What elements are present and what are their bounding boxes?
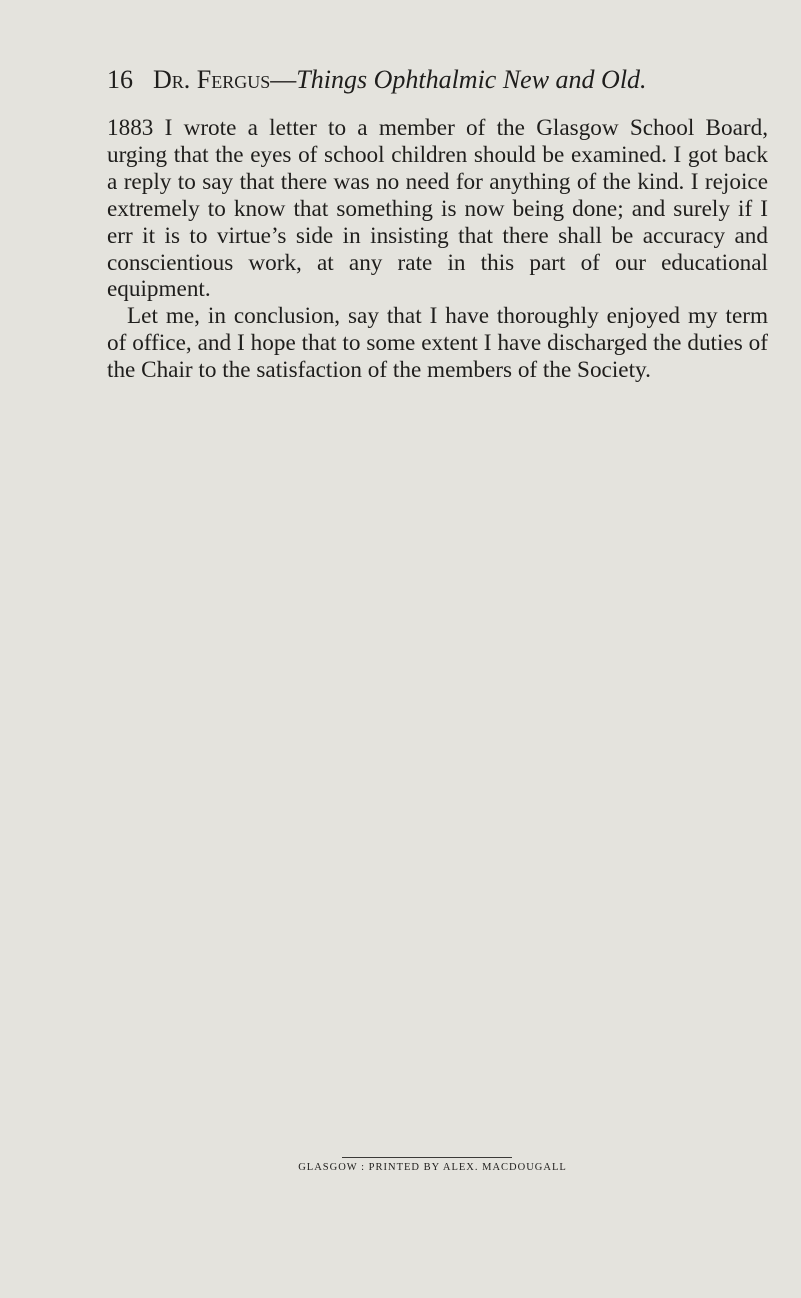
- header-separator: —: [270, 65, 297, 94]
- paragraph-conclusion: Let me, in conclusion, say that I have thoroughly enjoyed my term of office, and I hope that to some extent I have discharged the duties of the Chair to the satisfaction of the members of the Society.: [107, 303, 768, 384]
- printer-imprint: GLASGOW : PRINTED BY ALEX. MACDOUGALL: [298, 1162, 567, 1173]
- header-title: Things Ophthalmic New and Old.: [296, 65, 647, 94]
- running-header: [107, 64, 767, 96]
- body-text: [107, 115, 768, 384]
- page-number: 16: [107, 65, 133, 94]
- header-author: Dr. Fergus: [153, 65, 271, 94]
- footer-rule: [342, 1157, 512, 1158]
- paragraph-continued: 1883 I wrote a letter to a member of the Glasgow School Board, urging that the eyes of school children should be examined. I got back a reply to say that there was no need for anything of the kind. I rejoice extremely to know that something is now being done; and surely if I err it is to virtue’s side in insisting that there shall be accuracy and conscientious work, at any rate in this part of our educational equipment.: [107, 115, 768, 303]
